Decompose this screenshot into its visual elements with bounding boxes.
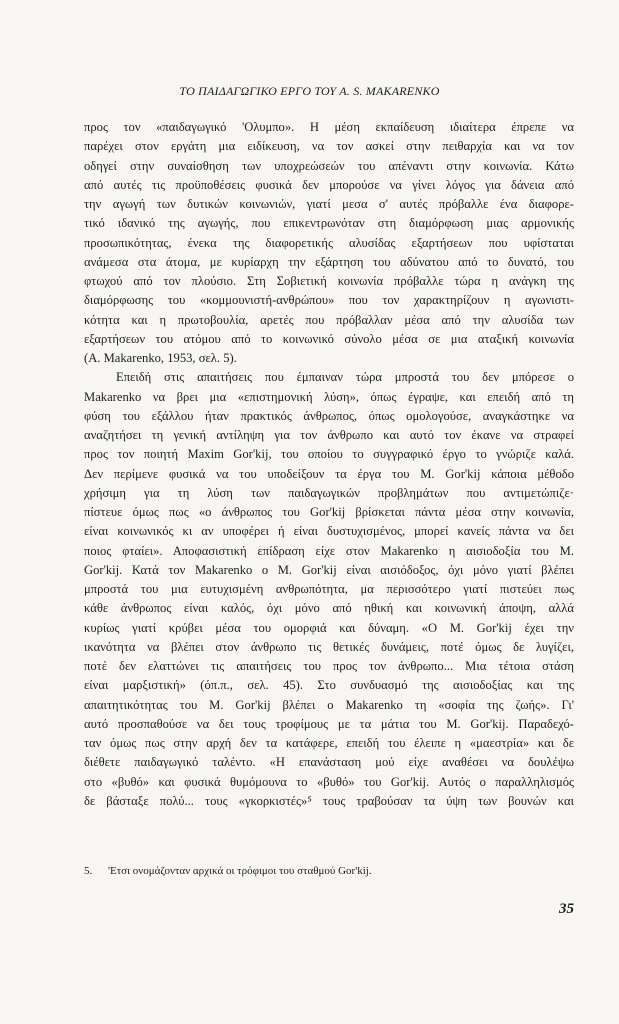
text-line: την αγωγή των δυτικών κοινωνιών, γιατί μεσα σ' αυτές πρόβαλλε ένα διαφορε-: [84, 197, 574, 211]
text-line: αναζητήσει τη γενική αντίληψη για τον άνθρωπο και αυτό τον έκανε να στραφεί: [84, 428, 574, 442]
main-text: [84, 118, 574, 811]
text-line: κάθε άνθρωπος είναι καλός, όχι μόνο από ηθική και κοινωνική άποψη, αλλά: [84, 601, 574, 616]
footnote: [84, 864, 574, 878]
text-line: δε βάσταξε πολύ... τους «γκορκιστές»⁵ τους τραβούσαν τα ύψη των βουνών και: [84, 793, 574, 808]
text-line: (A. Makarenko, 1953, σελ. 5).: [84, 351, 237, 365]
text-line: από αυτές τις προϋποθέσεις φυσικά δεν μπορούσε να γίνει λόγος για δάνεια από: [84, 177, 574, 192]
text-line: προσωπικότητας, ένεκα της διαφορετικής αλυσίδας εξαρτήσεων που υφίσταται: [84, 235, 574, 250]
text-line: αυτό προσπαθούσε να δει τους τροφίμους με τα μάτια του M. Gor'kij. Παραδεχό-: [84, 716, 574, 731]
text-line: ανάμεσα στα άτομα, με κυρίαρχη την εξάρτηση του αδύνατου από το δυνατό, του: [84, 254, 574, 269]
text-line: ταν όμως πως στην αρχή δεν τα κατάφερε, επειδή του έλειπε η «μαεστρία» και δε: [84, 736, 574, 750]
text-line: Gor'kij. Κατά τον Makarenko ο M. Gor'kij είναι αισιόδοξος, όχι μόνο γιατί βλέπει: [84, 562, 574, 577]
text-line: στο «βυθό» και φυσικά θυμόμουνα το «βυθό» του Gor'kij. Αυτός ο παραλληλισμός: [84, 774, 574, 789]
text-line: Επειδή στις απαιτήσεις που έμπαιναν τώρα μπροστά του δεν μπόρεσε ο: [116, 370, 574, 385]
text-line: είναι κοινωνικός κι αν υποφέρει ή είναι δυστυχισμένος, μπορεί κανείς πάντα να δει: [84, 524, 574, 539]
text-line: χρήσιμη για τη λύση των παιδαγωγικών προβλημάτων που αντιμετώπιζε·: [84, 485, 574, 500]
text-line: κυρίως γιατί κρύβει μέσα του ομορφιά και δύναμη. «Ο M. Gor'kij έχει την: [84, 620, 574, 635]
text-line: απαιτητικότητας του M. Gor'kij βλέπει ο Makarenko τη «σοφία της ζωής». Γι': [84, 697, 574, 712]
text-line: ικανότητα να βλέπει στον άνθρωπο τις θετικές δυνάμεις, ποτέ όμως δε λυγίζει,: [84, 639, 574, 654]
text-line: τικό ιδανικό της αγωγής, που επικεντρωνόταν στη διαμόρφωση μιας αρμονικής: [84, 216, 574, 231]
text-line: διαμόρφωσης του «κομμουνιστή-ανθρώπου» που τον χαρακτηρίζουν η αγωνιστι-: [84, 293, 574, 308]
text-line: προς τον ποιητή Maxim Gor'kij, του οποίου το συγγραφικό έργο το γνώριζε καλά.: [84, 447, 574, 462]
footnote-number: 5.: [84, 865, 93, 877]
text-line: διέθετε παιδαγωγικό ταλέντο. «Η επανάσταση μού είχε αναθέσει να δουλέψω: [84, 755, 574, 770]
text-line: Δεν περίμενε φυσικά να του υποδείξουν τα έργα του M. Gor'kij κάποια μέθοδο: [84, 466, 574, 481]
text-line: είναι μαρξιστική» (όπ.π., σελ. 45). Στο συνδυασμό της αισιοδοξίας και της: [84, 678, 574, 693]
paragraph-2: [84, 368, 574, 811]
text-line: φτωχού από τον πλούσιο. Στη Σοβιετική κοινωνία πρόβαλλε τώρα η ανάγκη της: [84, 274, 574, 288]
text-line: κότητα και η πρωτοβουλία, αρετές που πρόβαλλαν μέσα από την αλυσίδα των: [84, 312, 574, 327]
footnote-text: 'Ετσι ονομάζονταν αρχικά οι τρόφιμοι του σταθμού Gor'kij.: [108, 865, 372, 877]
text-line: πίστευε όμως πως «ο άνθρωπος του Gor'kij βρίσκεται πάντα μέσα στην κοινωνία,: [84, 505, 574, 519]
text-line: παρέχει στον εργάτη μια ειδίκευση, να τον ασκεί στην πειθαρχία και να τον: [84, 139, 574, 154]
running-header: ΤΟ ΠΑΙΔΑΓΩΓΙΚΟ ΕΡΓΟ ΤΟΥ Α. S. MAKARENKO: [179, 84, 440, 98]
text-line: εξαρτήσεων του ατόμου από το κοινωνικό σύνολο μέσα σε μια αταξική κοινωνία: [84, 331, 574, 346]
text-line: φύση του εξάλλου ήταν πρακτικός άνθρωπος, όπως ομολογούσε, αναγκάστηκε να: [84, 408, 574, 423]
page-number: 35: [559, 901, 574, 917]
text-line: προς τον «παιδαγωγικό 'Ολυμπο». Η μέση εκπαίδευση ιδιαίτερα έπρεπε να: [84, 120, 574, 134]
text-line: Makarenko να βρει μια «επιστημονική λύση», όπως έγραψε, και επειδή από τη: [84, 389, 574, 404]
text-line: ποτέ δεν ελαττώνει τις απαιτήσεις του προς τον άνθρωπο... Μια τέτοια στάση: [84, 659, 574, 673]
text-line: οδηγεί στην συναίσθηση των υποχρεώσεών του απέναντι στην κοινωνία. Κάτω: [84, 158, 574, 173]
text-line: μπροστά του μια ευτυχισμένη ανθρωπότητα, μα περισσότερο γιατί πιστεύει πως: [84, 582, 574, 596]
text-line: ποιος φταίει». Αποφασιστική επίδραση είχε στον Makarenko η αισιοδοξία του M.: [84, 543, 574, 558]
paragraph-1: [84, 118, 574, 368]
